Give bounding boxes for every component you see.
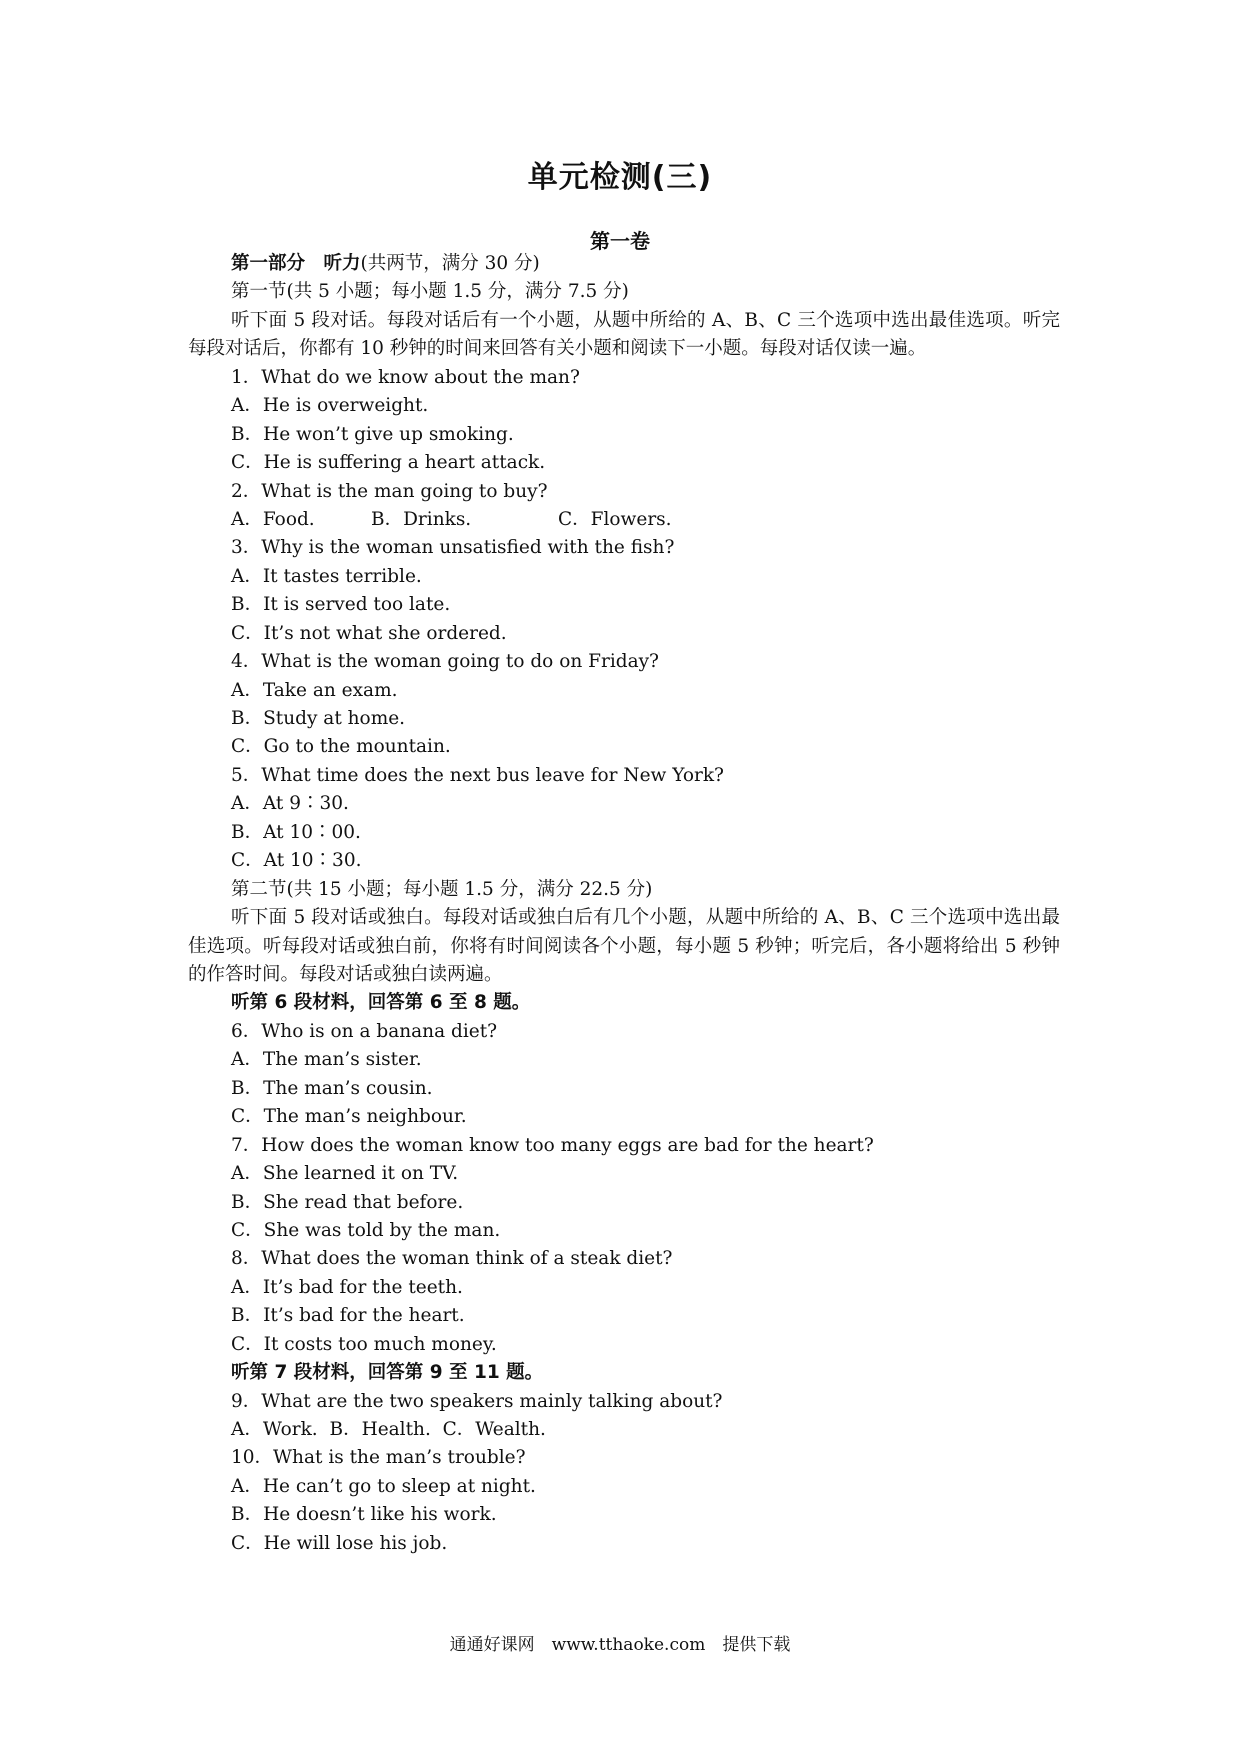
question-8: 8．What does the woman think of a steak diet? [231,1248,673,1270]
question-5: 5．What time does the next bus leave for New York? [231,764,724,786]
section1-heading: 第一节(共 5 小题；每小题 1.5 分，满分 7.5 分) [231,281,629,303]
section2-instructions: 听下面 5 段对话或独白。每段对话或独白后有几个小题，从题中所给的 A、B、C 三个选项中选出最佳选项。听每段对话或独白前，你将有时间阅读各个小题，每小题 5 秒钟；听完后，各小题将给出 5 秒钟的作答时间。每段对话或独白读两遍。 [188,907,1060,985]
q6-option-c: C．The man’s neighbour. [231,1106,467,1128]
material-6-heading: 听第 6 段材料，回答第 6 至 8 题。 [231,992,531,1014]
q4-option-a: A．Take an exam. [231,679,398,701]
q9-options [188,1416,1060,1444]
q2-option-a: A．Food. [231,508,315,530]
q8-option-b: B．It’s bad for the heart. [231,1305,465,1327]
q5-option-a: A．At 9∶30. [231,793,349,815]
q6-option-a: A．The man’s sister. [231,1049,422,1071]
part1-note: (共两节，满分 30 分) [360,253,540,274]
question-1: 1．What do we know about the man? [231,366,580,388]
part1-heading-line [188,250,1060,278]
part1-heading: 第一部分 听力 [231,253,361,274]
q3-option-b: B．It is served too late. [231,594,451,616]
q7-option-c: C．She was told by the man. [231,1219,501,1241]
question-10: 10．What is the man’s trouble? [231,1447,526,1469]
q10-option-b: B．He doesn’t like his work. [231,1504,497,1526]
q10-option-a: A．He can’t go to sleep at night. [231,1475,536,1497]
question-6: 6．Who is on a banana diet? [231,1020,498,1042]
question-4: 4．What is the woman going to do on Friday? [231,651,659,673]
q4-option-c: C．Go to the mountain. [231,736,451,758]
q1-option-a: A．He is overweight. [231,395,429,417]
section2-heading: 第二节(共 15 小题；每小题 1.5 分，满分 22.5 分) [231,878,653,900]
q9-option-b: B．Health. [329,1419,431,1441]
question-9: 9．What are the two speakers mainly talking about? [231,1390,723,1412]
q1-option-b: B．He won’t give up smoking. [231,423,514,445]
q2-option-b: B．Drinks. [371,508,472,530]
q8-option-c: C．It costs too much money. [231,1333,497,1355]
q1-option-c: C．He is suffering a heart attack. [231,452,546,474]
material-7-heading: 听第 7 段材料，回答第 9 至 11 题。 [231,1362,544,1384]
question-7: 7．How does the woman know too many eggs are bad for the heart? [231,1134,874,1156]
volume-heading: 第一卷 [590,229,650,253]
page-title: 单元检测(三) [527,160,713,195]
q2-option-c: C．Flowers. [558,508,672,530]
q8-option-a: A．It’s bad for the teeth. [231,1276,463,1298]
question-3: 3．Why is the woman unsatisfied with the fish? [231,537,675,559]
q2-options [188,506,1060,534]
q7-option-a: A．She learned it on TV. [231,1163,459,1185]
q5-option-b: B．At 10∶00. [231,821,361,843]
q3-option-c: C．It’s not what she ordered. [231,622,507,644]
q7-option-b: B．She read that before. [231,1191,464,1213]
q5-option-c: C．At 10∶30. [231,850,362,872]
q3-option-a: A．It tastes terrible. [231,565,422,587]
q6-option-b: B．The man’s cousin. [231,1077,433,1099]
question-2: 2．What is the man going to buy? [231,480,548,502]
q9-option-a: A．Work. [231,1419,318,1441]
q10-option-c: C．He will lose his job. [231,1532,448,1554]
section1-instructions: 听下面 5 段对话。每段对话后有一个小题，从题中所给的 A、B、C 三个选项中选出最佳选项。听完每段对话后，你都有 10 秒钟的时间来回答有关小题和阅读下一小题。每段对话仅读一遍。 [188,309,1060,360]
q4-option-b: B．Study at home. [231,708,406,730]
page-footer: 通通好课网 www.tthaoke.com 提供下载 [449,1635,791,1655]
q9-option-c: C．Wealth. [442,1419,546,1441]
exam-body [188,250,1060,1558]
